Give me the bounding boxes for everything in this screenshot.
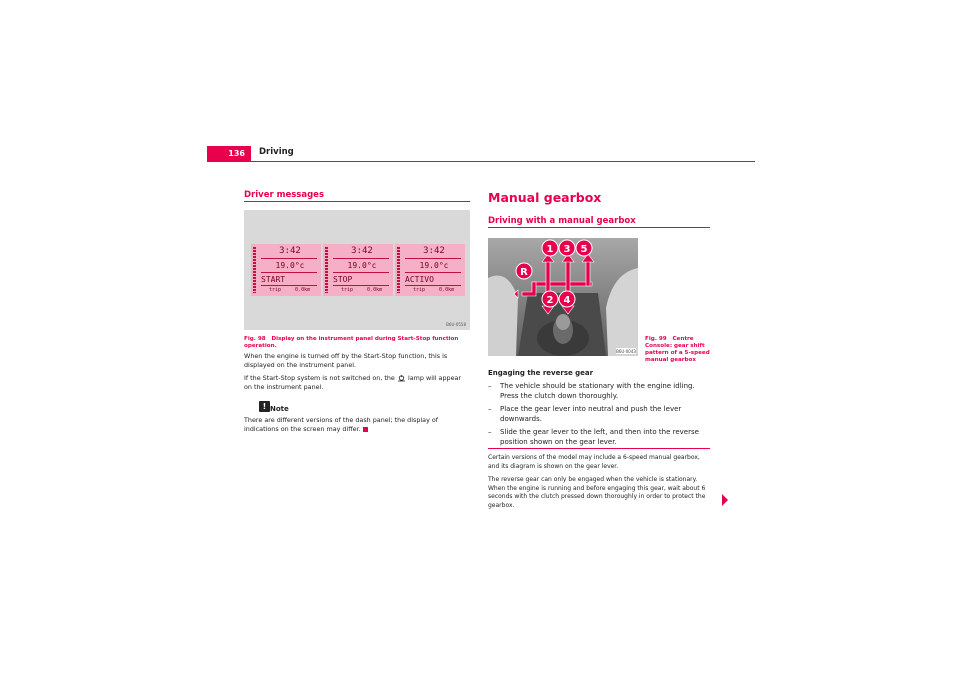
heading-rule (244, 201, 470, 202)
panel-message: STOP (333, 275, 353, 284)
heading-manual-gearbox: Manual gearbox (488, 190, 602, 205)
page-number: 136 (207, 146, 251, 161)
note-text: There are different versions of the dash panel; the display of indications on the screen may differ. (244, 416, 439, 433)
figure-code: B6U-0043 (616, 349, 636, 354)
gear-4-label: 4 (563, 295, 571, 306)
note-icon: ! (259, 401, 270, 412)
figure-code: B6U-0558 (446, 322, 466, 327)
dash-panel-stop: 3:42 19.0°c STOP trip 0.0km (323, 244, 393, 296)
gear-3-label: 3 (563, 244, 571, 255)
start-stop-lamp-icon (397, 375, 406, 382)
end-marker-icon (363, 427, 368, 432)
figure-99 (488, 238, 638, 356)
step-item: – Place the gear lever into neutral and push the lever downwards. (488, 405, 682, 423)
figure-98 (244, 210, 470, 330)
step-item: – Slide the gear lever to the left, and then into the reverse position shown on the gear lever. (488, 428, 699, 446)
procedure-title: Engaging the reverse gear (488, 369, 594, 377)
procedure-steps (488, 382, 710, 447)
paragraph-1: When the engine is turned off by the Start-Stop function, this is displayed on the instrument panel. (244, 352, 448, 369)
note-label: Note (270, 405, 289, 413)
header-rule (207, 161, 755, 162)
gear-1-label: 1 (546, 244, 554, 255)
continue-arrow-icon (722, 494, 728, 506)
panel-message: ACTIVO (405, 275, 434, 284)
gear-console-illustration (488, 238, 638, 356)
dash-panel-start: 3:42 19.0°c START trip 0.0km (251, 244, 321, 296)
section-rule (488, 448, 710, 449)
gear-2-label: 2 (546, 295, 554, 306)
paragraph-reverse: The reverse gear can only be engaged when the vehicle is stationary. When the engine is running and before engaging this gear, wait about 6 seconds with the clutch pressed down thoroughly in order to protect the gearbox. (488, 476, 706, 509)
figure-99-caption: Fig. 99 Centre Console: gear shift pattern of a 5-speed manual gearbox (645, 336, 710, 363)
dash-panel-activo: 3:42 19.0°c ACTIVO trip 0.0km (395, 244, 465, 296)
gear-5-label: 5 (580, 244, 588, 255)
paragraph-6-speed: Certain versions of the model may include a 6-speed manual gearbox, and its diagram is shown on the gear lever. (488, 454, 700, 470)
subheading-rule (488, 227, 710, 228)
panel-message: START (261, 275, 286, 284)
paragraph-2: If the Start-Stop system is not switched on, the lamp will appear on the instrument panel. (244, 374, 462, 391)
gear-r-label: R (520, 267, 528, 278)
figure-98-caption: Fig. 98 Display on the instrument panel during Start-Stop function operation. (244, 336, 459, 349)
section-title: Driving (259, 147, 294, 157)
heading-driver-messages: Driver messages (244, 190, 325, 200)
step-item: – The vehicle should be stationary with the engine idling. Press the clutch down thoroughly. (488, 382, 695, 400)
subheading-driving: Driving with a manual gearbox (488, 216, 636, 226)
